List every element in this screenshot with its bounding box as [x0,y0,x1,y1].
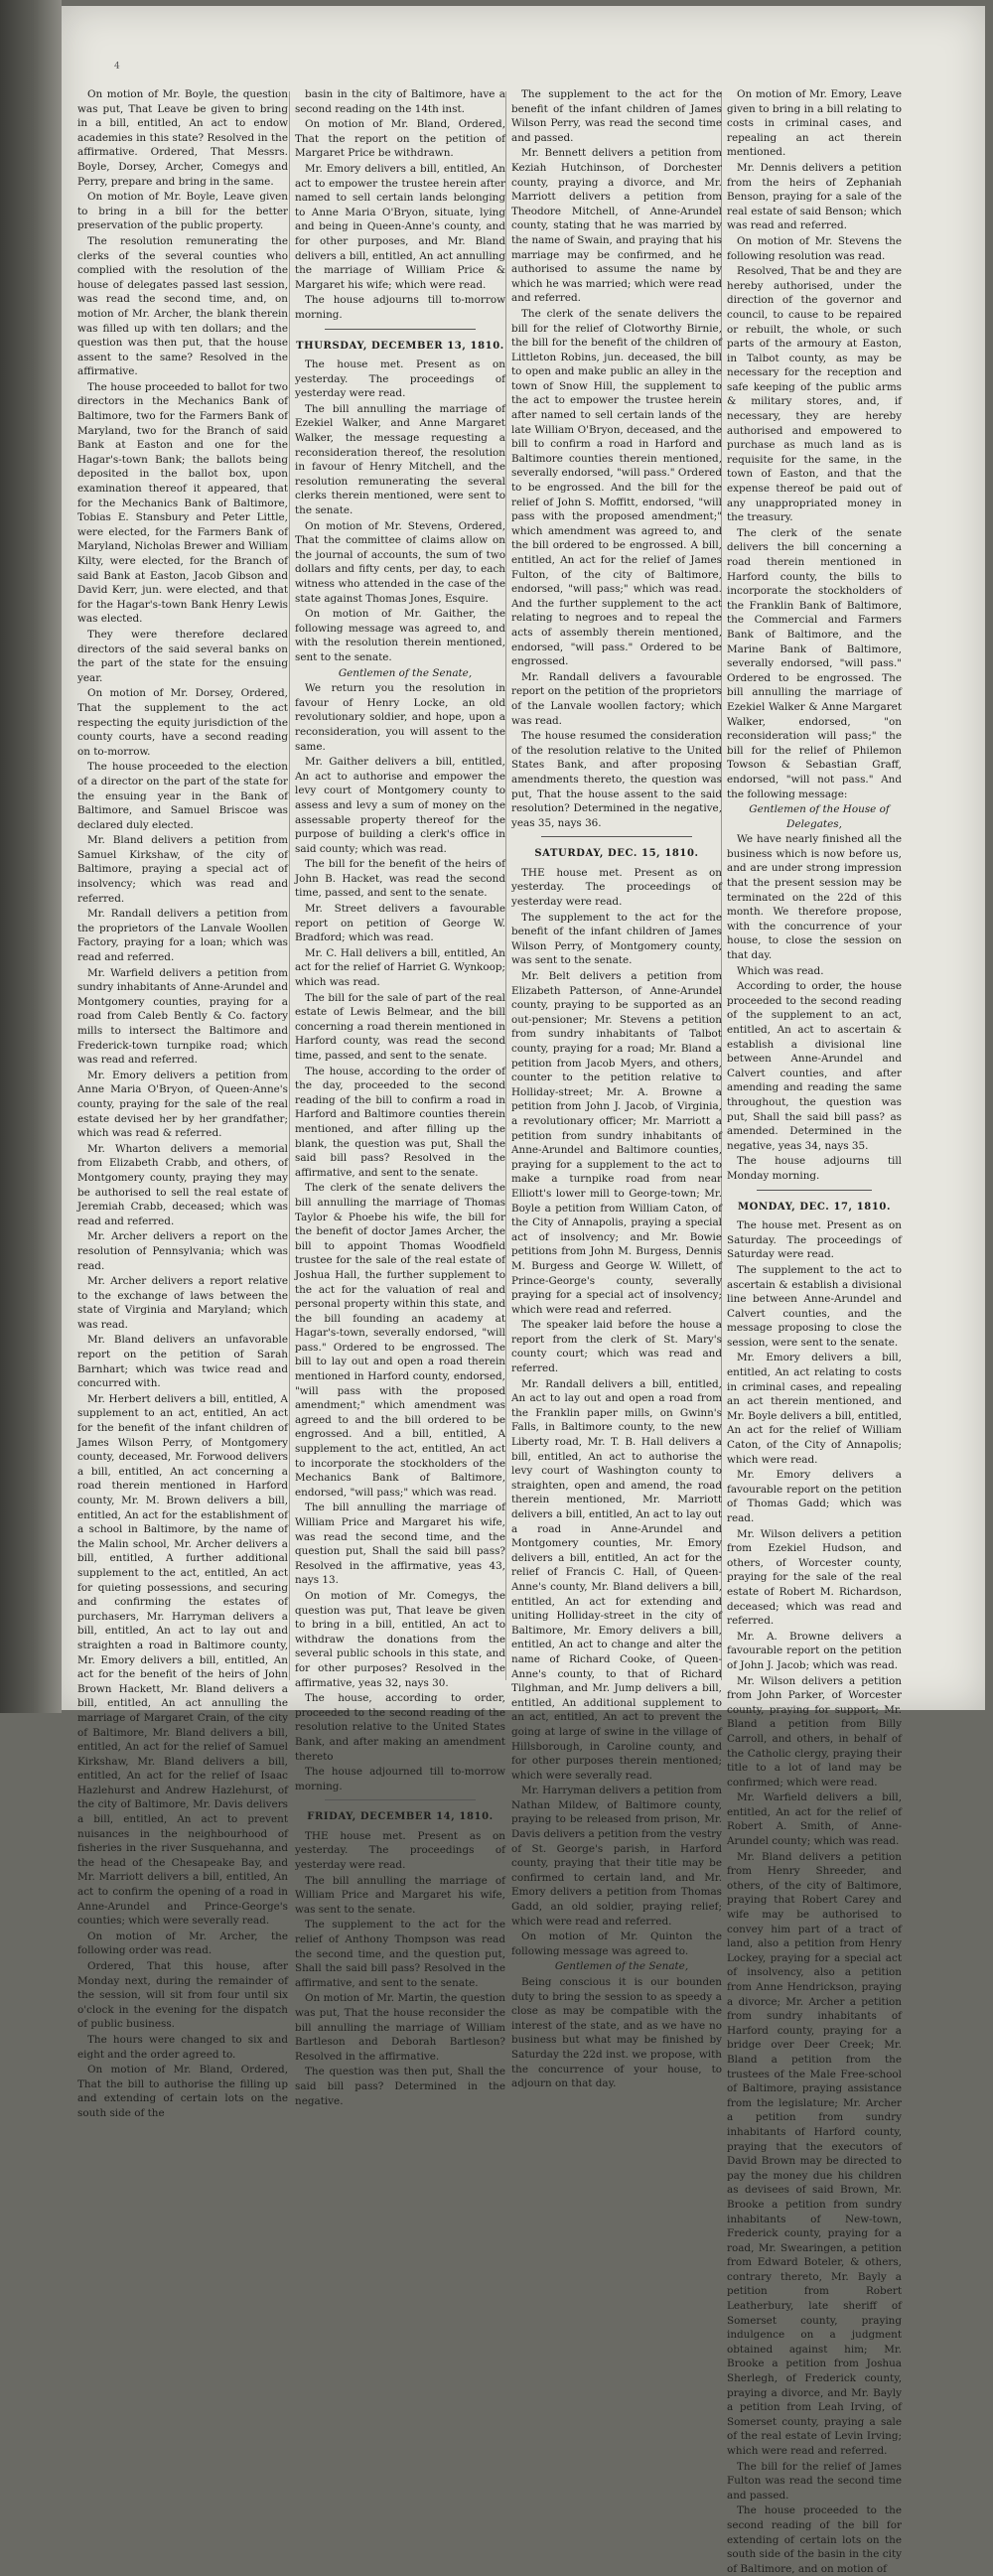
paragraph: On motion of Mr. Comegys, the question was put, That leave be given to bring in a bill, entitled, An act to withdraw the donations from the several public schools in this state, and for other purposes? Resolved in the affirmative, yeas 32, nays 30. [295,1589,505,1689]
paragraph: On motion of Mr. Bland, Ordered, That the report on the petition of Margaret Price be withdrawn. [295,118,505,160]
paragraph: We have nearly finished all the business which is now before us, and are under strong impression that the present session may be terminated on the 22d of this month. We therefore propose, with the concurrence of your house, to close the session on that day. [727,833,902,962]
paragraph: The house met. Present as on Saturday. The proceedings of Saturday were read. [727,1219,902,1261]
paragraph: Mr. Street delivers a favourable report on petition of George W. Bradford; which was read. [295,903,505,944]
paragraph: THE house met. Present as on yesterday. The proceedings of yesterday were read. [511,866,722,909]
section-rule [541,836,692,837]
page-mark: 4 [114,62,120,72]
paragraph: They were therefore declared directors of the said several banks on the part of the state for the ensuing year. [77,628,288,684]
paragraph: Mr. Wilson delivers a petition from John Parker, of Worcester county, praying for support; Mr. Bland a petition from Billy Carroll, and others, in behalf of the Catholic clergy, praying their title to a lot of land may be confirmed; which were read. [727,1674,902,1789]
paragraph: The bill annulling the marriage of Ezekiel Walker, and Anne Margaret Walker, the message requesting a reconsideration thereof, the resolution in favour of Henry Mitchell, and the resolution remunerating the several clerks therein mentioned, were sent to the senate. [295,402,505,517]
paragraph: On motion of Mr. Quinton the following message was agreed to. [511,1931,722,1957]
paragraph: The bill annulling the marriage of William Price and Margaret his wife, was sent to the senate. [295,1874,505,1916]
paragraph: Being conscious it is our bounden duty to bring the session to as speedy a close as may be compatible with the interest of the state, and as we have no business but what may be finished by Saturday the 22d inst. we propose, with the concurrence of your house, to adjourn on that day. [511,1976,722,2090]
paragraph: The house, according to order, proceeded to the second reading of the resolution relative to the United States Bank, and after making an amendment thereto [295,1692,505,1763]
paragraph: Mr. Randall delivers a favourable report on the petition of the proprietors of the Lanvale woollen factory; which was read. [511,670,722,727]
column-3 [511,87,722,2090]
paragraph: On motion of Mr. Bland, Ordered, That the bill to authorise the filling up and extending of certain lots on the south side of the [77,2064,288,2119]
paragraph: Mr. Emory delivers a petition from Anne Maria O'Bryon, of Queen-Anne's county, praying for the sale of the real estate devised her by her grandfather; which was read & referred. [77,1069,288,1140]
paragraph: The house proceeded to the election of a director on the part of the state for the ensuing year in the Bank of Baltimore, and Samuel Briscoe was declared duly elected. [77,761,288,831]
paragraph: The house, according to the order of the day, proceeded to the second reading of the bill to confirm a road in Harford and Baltimore counties therein mentioned, and after filling up the blank, the question was put, Shall the said bill pass? Resolved in the affirmative, and sent to the senate. [295,1065,505,1179]
paragraph: The bill for the benefit of the heirs of John B. Hacket, was read the second time, passed, and sent to the senate. [295,858,505,900]
paragraph: The clerk of the senate delivers the bill concerning a road therein mentioned in Harford county, the bills to incorporate the stockholders of the Franklin Bank of Baltimore, the Commercial and Farmers Bank of Baltimore, and the Marine Bank of Baltimore, severally endorsed, "will pass." Ordered to be engrossed. The bill annulling the marriage of Ezekiel Walker & Anne Margaret Walker, endorsed, "on reconsideration will pass;" the bill for the relief of Philemon Towson & Sebastian Graff, endorsed, "will not pass." And the following message: [727,526,902,800]
paragraph: The supplement to the act for the benefit of the infant children of James Wilson Perry, of Montgomery county, was sent to the senate. [511,911,722,967]
paragraph: The supplement to the act for the relief of Anthony Thompson was read the second time, and the question put, Shall the said bill pass? Resolved in the affirmative, and sent to the senate. [295,1919,505,1989]
salutation: Gentlemen of the Senate, [338,666,473,679]
paragraph: On motion of Mr. Emory, Leave given to bring in a bill relating to costs in criminal cases, and repealing an act therein mentioned. [727,88,902,159]
paragraph: Mr. Gaither delivers a bill, entitled, An act to authorise and empower the levy court of Montgomery county to assess and levy a sum of money on the assessable property thereof for the purpose of building a clerk's office in said county; which was read. [295,756,505,855]
paragraph: The house adjourns till Monday morning. [727,1155,902,1182]
date-heading: SATURDAY, DEC. 15, 1810. [534,848,699,860]
paragraph: Mr. Warfield delivers a bill, entitled, An act for the relief of Robert A. Smith, of Anne-Arundel county; which was read. [727,1791,902,1848]
paragraph: We return you the resolution in favour of Henry Locke, an old revolutionary soldier, and hope, upon a reconsideration, you will assent to the same. [295,682,505,753]
paragraph: The house adjourned till to-morrow morning. [295,1766,505,1792]
paragraph: On motion of Mr. Boyle, the question was put, That Leave be given to bring in a bill, entitled, An act to endow academies in this state? Resolved in the affirmative. Ordered, That Messrs. Boyle, Dorsey, Archer, Comegys and Perry, prepare and bring in the same. [77,88,288,188]
paragraph: The resolution remunerating the clerks of the several counties who complied with the resolution of the house of delegates passed last session, was read the second time, and, on motion of Mr. Archer, the blank therein was filled up with ten dollars; and the question was then put, that the house assent to the same? Resolved in the affirmative. [77,234,288,378]
paragraph: The house proceeded to ballot for two directors in the Mechanics Bank of Baltimore, two for the Farmers Bank of Maryland, two for the Branch of said Bank at Easton and one for the Hagar's-town Bank; the ballots being deposited in the ballot box, upon examination thereof it appeared, that for the Mechanics Bank of Baltimore, Tobias E. Stansbury and Peter Little, were elected, for the Farmers Bank of Maryland, Nicholas Brewer and William Kilty, were elected, for the Branch of said Bank at Easton, Jacob Gibson and David Kerr, jun. were elected, and that for the Hagar's-town Bank Henry Lewis was elected. [77,380,288,626]
section-rule [325,1799,476,1800]
column-4 [727,87,902,2575]
paragraph: THE house met. Present as on yesterday. The proceedings of yesterday were read. [295,1829,505,1872]
scan-left-edge [0,0,62,1713]
column-rule [505,91,506,1680]
paragraph: Mr. Bennett delivers a petition from Keziah Hutchinson, of Dorchester county, praying a divorce, and Mr. Marriott delivers a petition from Theodore Mitchell, of Anne-Arundel county, stating that he was married by the name of Swain, and praying that his marriage may be confirmed, and he authorised to assume the name by which he was married; which were read and referred. [511,147,722,305]
paragraph: Mr. Archer delivers a report relative to the exchange of laws between the state of Virginia and Maryland; which was read. [77,1275,288,1331]
paragraph: Mr. Herbert delivers a bill, entitled, A supplement to an act, entitled, An act for the benefit of the infant children of James Wilson Perry, of Montgomery county, deceased, Mr. Forwood delivers a bill, entitled, An act concerning a road therein mentioned in Harford county, Mr. M. Brown delivers a bill, entitled, An act for the establishment of a school in Baltimore, by the name of the Malin school, Mr. Archer delivers a bill, entitled, A further additional supplement to the act, entitled, An act for quieting possessions, and securing and confirming the estates of purchasers, Mr. Harryman delivers a bill, entitled, An act to lay out and straighten a road in Baltimore county, Mr. Emory delivers a bill, entitled, An act for the benefit of the heirs of John Brown Hackett, Mr. Bland delivers a bill, entitled, An act annulling the marriage of Margaret Crain, of the city of Baltimore, Mr. Bland delivers a bill, entitled, An act for the relief of Samuel Kirkshaw, Mr. Bland delivers a bill, entitled, An act for the relief of Isaac Hazlehurst and Andrew Hazlehurst, of the city of Baltimore, Mr. Davis delivers a bill, entitled, An act to prevent nuisances in the neighbourhood of fisheries in the river Susquehanna, and the head of the Chesapeake Bay, and Mr. Marriott delivers a bill, entitled, An act to confirm the opening of a road in Anne-Arundel and Prince-George's counties; which were severally read. [77,1392,288,1928]
paragraph: Mr. Emory delivers a bill, entitled, An act to empower the trustee herein after named to sell certain lands belonging to Anne Maria O'Bryon, situate, lying and being in Queen-Anne's county, and for other purposes, and Mr. Bland delivers a bill, entitled, An act annulling the marriage of William Price & Margaret his wife; which were read. [295,162,505,291]
paragraph: On motion of Mr. Gaither, the following message was agreed to, and with the resolution therein mentioned, sent to the senate. [295,608,505,663]
paragraph: Mr. Emory delivers a favourable report on the petition of Thomas Gadd; which was read. [727,1469,902,1524]
paragraph: Mr. Dennis delivers a petition from the heirs of Zephaniah Benson, praying for a sale of the real estate of said Benson; which was read and referred. [727,161,902,232]
paragraph: On motion of Mr. Stevens the following resolution was read. [727,234,902,262]
paragraph: According to order, the house proceeded to the second reading of the supplement to an act, entitled, An act to ascertain & establish a divisional line between Anne-Arundel and Calvert counties, and after amending and reading the same throughout, the question was put, Shall the said bill pass? as amended. Determined in the negative, yeas 34, nays 35. [727,980,902,1152]
paragraph: The clerk of the senate delivers the bill for the relief of Clotworthy Birnie, the bill for the benefit of the children of Littleton Robins, jun. deceased, the bill to open and make public an alley in the town of Snow Hill, the supplement to the act to empower the trustee herein after named to sell certain lands of the late William O'Bryon, deceased, and the bill to confirm a road in Harford and Baltimore counties therein mentioned, severally endorsed, "will pass." Ordered to be engrossed. And the bill for the relief of John S. Moffitt, endorsed, "will pass with the proposed amendment;" which amendment was agreed to, and the bill ordered to be engrossed. A bill, entitled, An act for the relief of James Fulton, of the city of Baltimore, endorsed, "will pass;" which was read. And the further supplement to the act relating to negroes and to repeal the acts of assembly therein mentioned, endorsed, "will pass." Ordered to be engrossed. [511,307,722,668]
paragraph: Mr. Emory delivers a bill, entitled, An act relating to costs in criminal cases, and repealing an act therein mentioned, and Mr. Boyle delivers a bill, entitled, An act for the relief of William Caton, of the City of Annapolis; which were read. [727,1352,902,1466]
paragraph: Mr. Harryman delivers a petition from Nathan Mildew, of Baltimore county, praying to be released from prison, Mr. Davis delivers a petition from the vestry of St. George's parish, in Harford county, praying that their title may be confirmed to certain land, and Mr. Emory delivers a petition from Thomas Gadd, an old soldier, praying relief; which were read and referred. [511,1785,722,1928]
paragraph: The supplement to the act to ascertain & establish a divisional line between Anne-Arundel and Calvert counties, and the message proposing to close the session, were sent to the senate. [727,1263,902,1349]
paragraph: Mr. Randall delivers a bill, entitled, An act to lay out and open a road from the Franklin paper mills, on Gwinn's Falls, in Baltimore county, to the new Liberty road, Mr. T. B. Hall delivers a bill, entitled, An act to authorise the levy court of Washington county to straighten, open and amend, the road therein mentioned, Mr. Marriott delivers a bill, entitled, An act to lay out a road in Anne-Arundel and Montgomery counties, Mr. Emory delivers a bill, entitled, An act for the relief of Francis C. Hall, of Queen-Anne's county, Mr. Bland delivers a bill, entitled, An act for extending and uniting Holliday-street in the city of Baltimore, Mr. Emory delivers a bill, entitled, An act to change and alter the name of Richard Cooke, of Queen-Anne's county, to that of Richard Tilghman, and Mr. Jump delivers a bill, entitled, An additional supplement to an act, entitled, An act to prevent the going at large of swine in the village of Hillsborough, in Caroline county, and for other purposes therein mentioned; which were severally read. [511,1377,722,1782]
paragraph: The house proceeded to the second reading of the bill for extending of certain lots on the south side of the basin in the city of Baltimore, and on motion of [727,2504,902,2575]
paragraph: Which was read. [737,964,824,977]
paragraph: The house met. Present as on yesterday. The proceedings of yesterday were read. [295,358,505,400]
section-rule [325,329,476,330]
paragraph: The bill for the relief of James Fulton was read the second time and passed. [727,2460,902,2502]
paragraph: The bill for the sale of part of the real estate of Lewis Belmear, and the bill concerning a road therein mentioned in Harford county, was read the second time, passed, and sent to the senate. [295,991,505,1062]
paragraph: Mr. Archer delivers a report on the resolution of Pennsylvania; which was read. [77,1230,288,1272]
date-heading: MONDAY, DEC. 17, 1810. [737,1201,892,1213]
column-2 [295,87,505,2107]
paragraph: Mr. A. Browne delivers a favourable report on the petition of John J. Jacob; which was read. [727,1630,902,1671]
paragraph: The supplement to the act for the benefit of the infant children of James Wilson Perry, was read the second time and passed. [511,88,722,144]
paragraph: The house resumed the consideration of the resolution relative to the United States Bank, and after proposing amendments thereto, the question was put, That the house assent to the said resolution? Determined in the negative, yeas 35, nays 36. [511,730,722,829]
paragraph: Mr. Bland delivers a petition from Samuel Kirkshaw, of the city of Baltimore, praying a special act of insolvency; which was read and referred. [77,834,288,905]
paragraph: On motion of Mr. Martin, the question was put, That the house reconsider the bill annulling the marriage of William Bartleson and Deborah Bartleson? Resolved in the affirmative. [295,1992,505,2063]
paragraph: basin in the city of Baltimore, have a second reading on the 14th inst. [295,88,505,115]
paragraph: Mr. Randall delivers a petition from the proprietors of the Lanvale Woollen Factory, praying for a loan; which was read and referred. [77,908,288,964]
paragraph: On motion of Mr. Stevens, Ordered, That the committee of claims allow on the journal of accounts, the sum of two dollars and fifty cents, per day, to each witness who attended in the case of the state against Thomas Jones, Esquire. [295,519,505,605]
date-heading: THURSDAY, DECEMBER 13, 1810. [296,340,504,352]
paragraph: Mr. Warfield delivers a petition from sundry inhabitants of Anne-Arundel and Montgomery counties, praying for a road from Caleb Bently & Co. factory mills to intersect the Baltimore and Frederick-town turnpike road; which was read and referred. [77,966,288,1067]
column-rule [289,91,290,1680]
paragraph: The clerk of the senate delivers the bill annulling the marriage of Thomas Taylor & Phoebe his wife, the bill for the benefit of doctor James Archer, the bill to appoint Thomas Woodfield trustee for the sale of the real estate of Joshua Hall, the further supplement to the act for the valuation of real and personal property within this state, and the bill founding an academy at Hagar's-town, severally endorsed, "will pass." Ordered to be engrossed. The bill to lay out and open a road therein mentioned in Harford county, endorsed, "will pass with the proposed amendment;" which amendment was agreed to and the bill ordered to be engrossed. And a bill, entitled, A supplement to the act, entitled, An act to incorporate the stockholders of the Mechanics Bank of Baltimore, endorsed, "will pass;" which was read. [295,1182,505,1499]
paragraph: Mr. Belt delivers a petition from Elizabeth Patterson, of Anne-Arundel county, praying to be supported as an out-pensioner; Mr. Stevens a petition from sundry inhabitants of Talbot county, praying for a road; Mr. Bland a petition from Jacob Myers, and others, counter to the petition relative to Holliday-street; Mr. A. Browne a petition from John J. Jacob, of Virginia, a revolutionary officer; Mr. Marriott a petition from sundry inhabitants of Anne-Arundel and Baltimore counties, praying for a supplement to the act to make a turnpike road from near Elliott's lower mill to George-town; Mr. Boyle a petition from William Caton, of the City of Annapolis, praying a special act of insolvency; and Mr. Bowie petitions from John M. Burgess, Dennis M. Burgess and George W. Willett, of Prince-George's county, severally praying for a special act of insolvency; which were read and referred. [511,970,722,1316]
paragraph: Resolved, That be and they are hereby authorised, under the direction of the governor and council, to cause to be repaired or rebuilt, the whole, or such parts of the armoury at Easton, in Talbot county, as may be necessary for the reception and safe keeping of the public arms & military stores, and, if necessary, they are hereby authorised and empowered to purchase as much land as is requisite for the same, in the town of Easton, and that the expense thereof be paid out of any unappropriated money in the treasury. [727,265,902,524]
salutation: Gentlemen of the House of Delegates, [749,803,890,830]
salutation: Gentlemen of the Senate, [554,1960,689,1973]
paragraph: The hours were changed to six and eight and the order agreed to. [77,2033,288,2061]
date-heading: FRIDAY, DECEMBER 14, 1810. [307,1811,494,1823]
column-1 [77,87,288,2119]
paragraph: On motion of Mr. Boyle, Leave given to bring in a bill for the better preservation of the public property. [77,191,288,232]
paragraph: Mr. Wilson delivers a petition from Ezekiel Hudson, and others, of Worcester county, praying for the sale of the real estate of Robert M. Richardson, deceased; which was read and referred. [727,1527,902,1628]
paragraph: The house adjourns till to-morrow morning. [295,294,505,321]
paragraph: The question was then put, Shall the said bill pass? Determined in the negative. [295,2066,505,2107]
paragraph: Ordered, That this house, after Monday next, during the remainder of the session, will sit from four until six o'clock in the evening for the dispatch of public business. [77,1960,288,2031]
paragraph: The bill annulling the marriage of William Price and Margaret his wife, was read the second time, and the question put, Shall the said bill pass? Resolved in the affirmative, yeas 43, nays 13. [295,1502,505,1587]
paragraph: Mr. C. Hall delivers a bill, entitled, An act for the relief of Harriet G. Wynkoop; which was read. [295,946,505,989]
paragraph: Mr. Wharton delivers a memorial from Elizabeth Crabb, and others, of Montgomery county, praying they may be authorised to sell the real estate of Jeremiah Crabb, deceased; which was read and referred. [77,1142,288,1227]
paragraph: Mr. Bland delivers an unfavorable report on the petition of Sarah Barnhart; which was twice read and concurred with. [77,1334,288,1390]
paragraph: On motion of Mr. Dorsey, Ordered, That the supplement to the act respecting the equity jurisdiction of the county courts, have a second reading on to-morrow. [77,687,288,758]
paragraph: Mr. Bland delivers a petition from Henry Shreeder, and others, of the city of Baltimore, praying that Robert Carey and wife may be authorised to convey him part of a tract of land, also a petition from Henry Lockey, praying for a special act of insolvency, also a petition from Anne Hendrickson, praying a divorce; Mr. Archer a petition from sundry inhabitants of Harford county, praying for a bridge over Deer Creek; Mr. Bland a petition from the trustees of the Male Free-school of Baltimore, praying assistance from the legislature; Mr. Archer a petition from sundry inhabitants of Harford county, praying that the executors of David Brown may be directed to pay the money due his children as devisees of said Brown, Mr. Brooke a petition from sundry inhabitants of New-town, Frederick county, praying for a road, Mr. Swearingen, a petition from Edward Boteler, & others, contrary thereto, Mr. Bayly a petition from Robert Leatherbury, late sheriff of Somerset county, praying indulgence on a judgment obtained against him; Mr. Brooke a petition from Joshua Sherlegh, of Frederick county, praying a divorce, and Mr. Bayly a petition from Leah Irving, of Somerset county, praying a sale of the real estate of Levin Irving; which were read and referred. [727,1850,902,2457]
paragraph: On motion of Mr. Archer, the following order was read. [77,1930,288,1957]
section-rule [757,1190,872,1191]
paragraph: The speaker laid before the house a report from the clerk of St. Mary's county court; which was read and referred. [511,1319,722,1375]
